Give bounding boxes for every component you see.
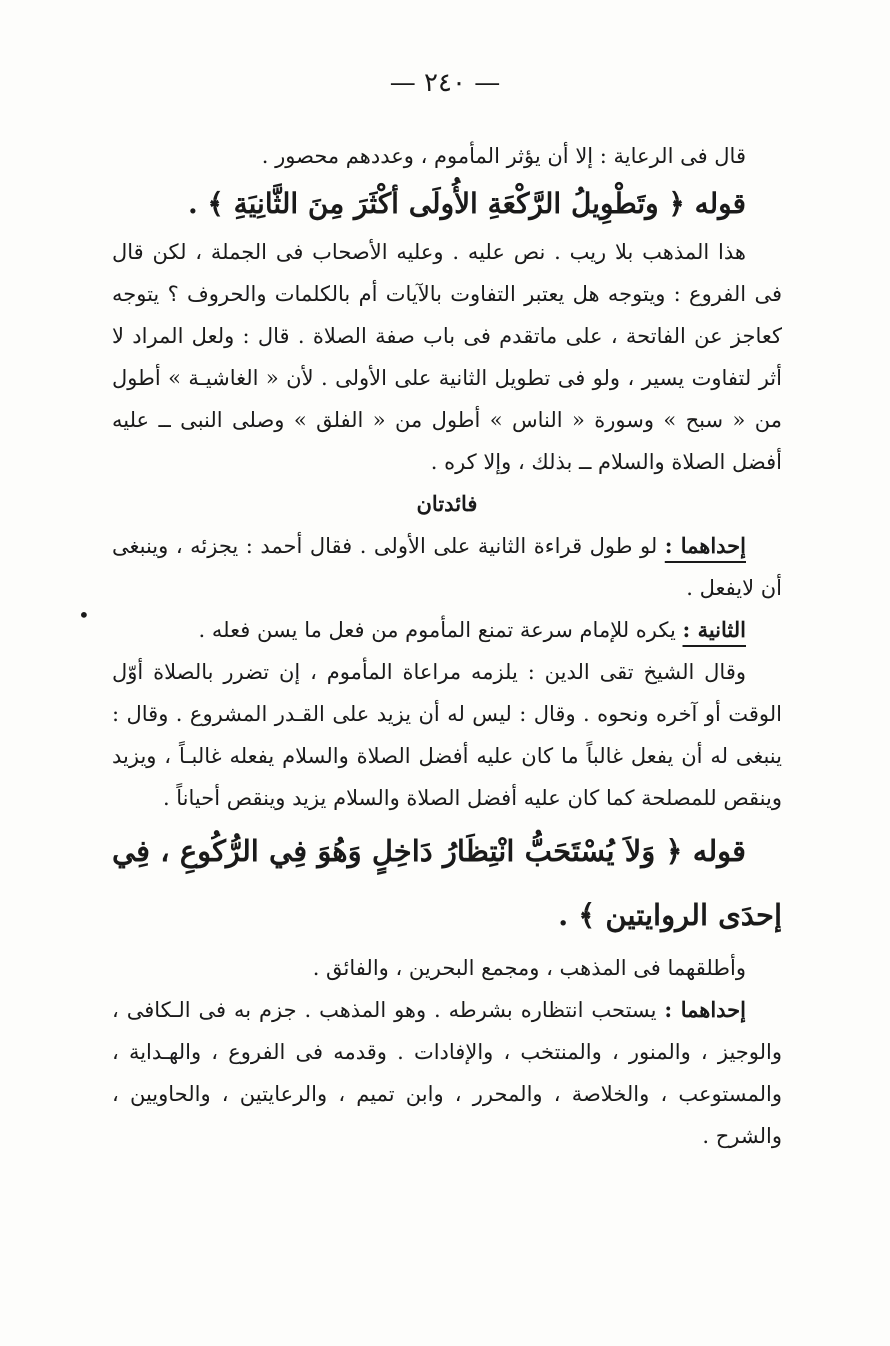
paragraph-riaya: قال فى الرعاية : إلا أن يؤثر المأموم ، وعددهم محصور . (261, 144, 746, 168)
paragraph-madhhab: هذا المذهب بلا ريب . نص عليه . وعليه الأصحاب فى الجملة ، لكن قال فى الفروع : ويتوجه هل يعتبر التفاوت بالآيات أم بالكلمات والحروف ؟ يتوجه كعاجز عن الفاتحة ، على ماتقدم فى باب صفة الصلاة . قال : ولعل المراد لا أثر لتفاوت يسير ، ولو فى تطويل الثانية على الأولى . لأن « الغاشيـة » أطول من « سبح » وسورة « الناس » أطول من « الفلق » وصلى النبى ــ عليه أفضل الصلاة والسلام ــ بذلك ، وإلا كره . (112, 240, 782, 474)
page-body (112, 135, 782, 1157)
riwaya-one-lead: إحداهما : (664, 997, 746, 1022)
benefit-two (112, 609, 782, 651)
paragraph-taqi-al-din: وقال الشيخ تقى الدين : يلزمه مراعاة المأموم ، إن تضرر بالصلاة أوّل الوقت أو آخره ونحوه . وقال : ليس له أن يزيد على القـدر المشروع . وقال : ينبغى له أن يفعل غالباً ما كان عليه أفضل الصلاة والسلام يفعله غالبـاً ، ويزيد وينقص للمصلحة كما كان عليه أفضل الصلاة والسلام يزيد وينقص أحياناً . (112, 660, 782, 810)
section-heading-fawaid: فائدتان (416, 491, 478, 516)
margin-dot: • (78, 603, 90, 627)
benefit-one (112, 525, 782, 609)
riwaya-one-text: يستحب انتظاره بشرطه . وهو المذهب . جزم به فى الـكافى ، والوجيز ، والمنور ، والمنتخب ، والإفادات . وقدمه فى الفروع ، والهـداية ، والمستوعب ، والخلاصة ، والمحرر ، وابن تميم ، والرعايتين ، والحاويين ، والشرح . (112, 998, 782, 1148)
benefit-two-text: يكره للإمام سرعة تمنع المأموم من فعل ما يسن فعله . (198, 618, 683, 642)
quote-label: قوله (694, 187, 746, 220)
paragraph-atlaqahuma: وأطلقهما فى المذهب ، ومجمع البحرين ، والفائق . (312, 956, 746, 980)
quoted-matn-2 (112, 819, 782, 947)
riwaya-one (112, 989, 782, 1157)
quote-text: ﴿ وتَطْوِيلُ الرَّكْعَةِ الأُولَى أكْثَرَ مِنَ الثَّانِيَةِ ﴾ . (187, 187, 685, 220)
quote-text-2: ﴿ وَلاَ يُسْتَحَبُّ انْتِظَارُ دَاخِلٍ وَهُوَ فِي الرُّكُوعِ ، فِي إحدَى الروايتين ﴾ . (112, 834, 782, 932)
benefit-one-text: لو طول قراءة الثانية على الأولى . فقال أحمد : يجزئه ، وينبغى أن لايفعل . (112, 534, 782, 600)
quote-label-2: قوله (692, 834, 746, 868)
page-number: — ٢٤٠ — (389, 68, 501, 98)
benefit-one-lead: إحداهما : (664, 533, 746, 558)
benefit-two-lead: الثانية : (682, 617, 746, 642)
quoted-matn-1 (112, 177, 782, 231)
